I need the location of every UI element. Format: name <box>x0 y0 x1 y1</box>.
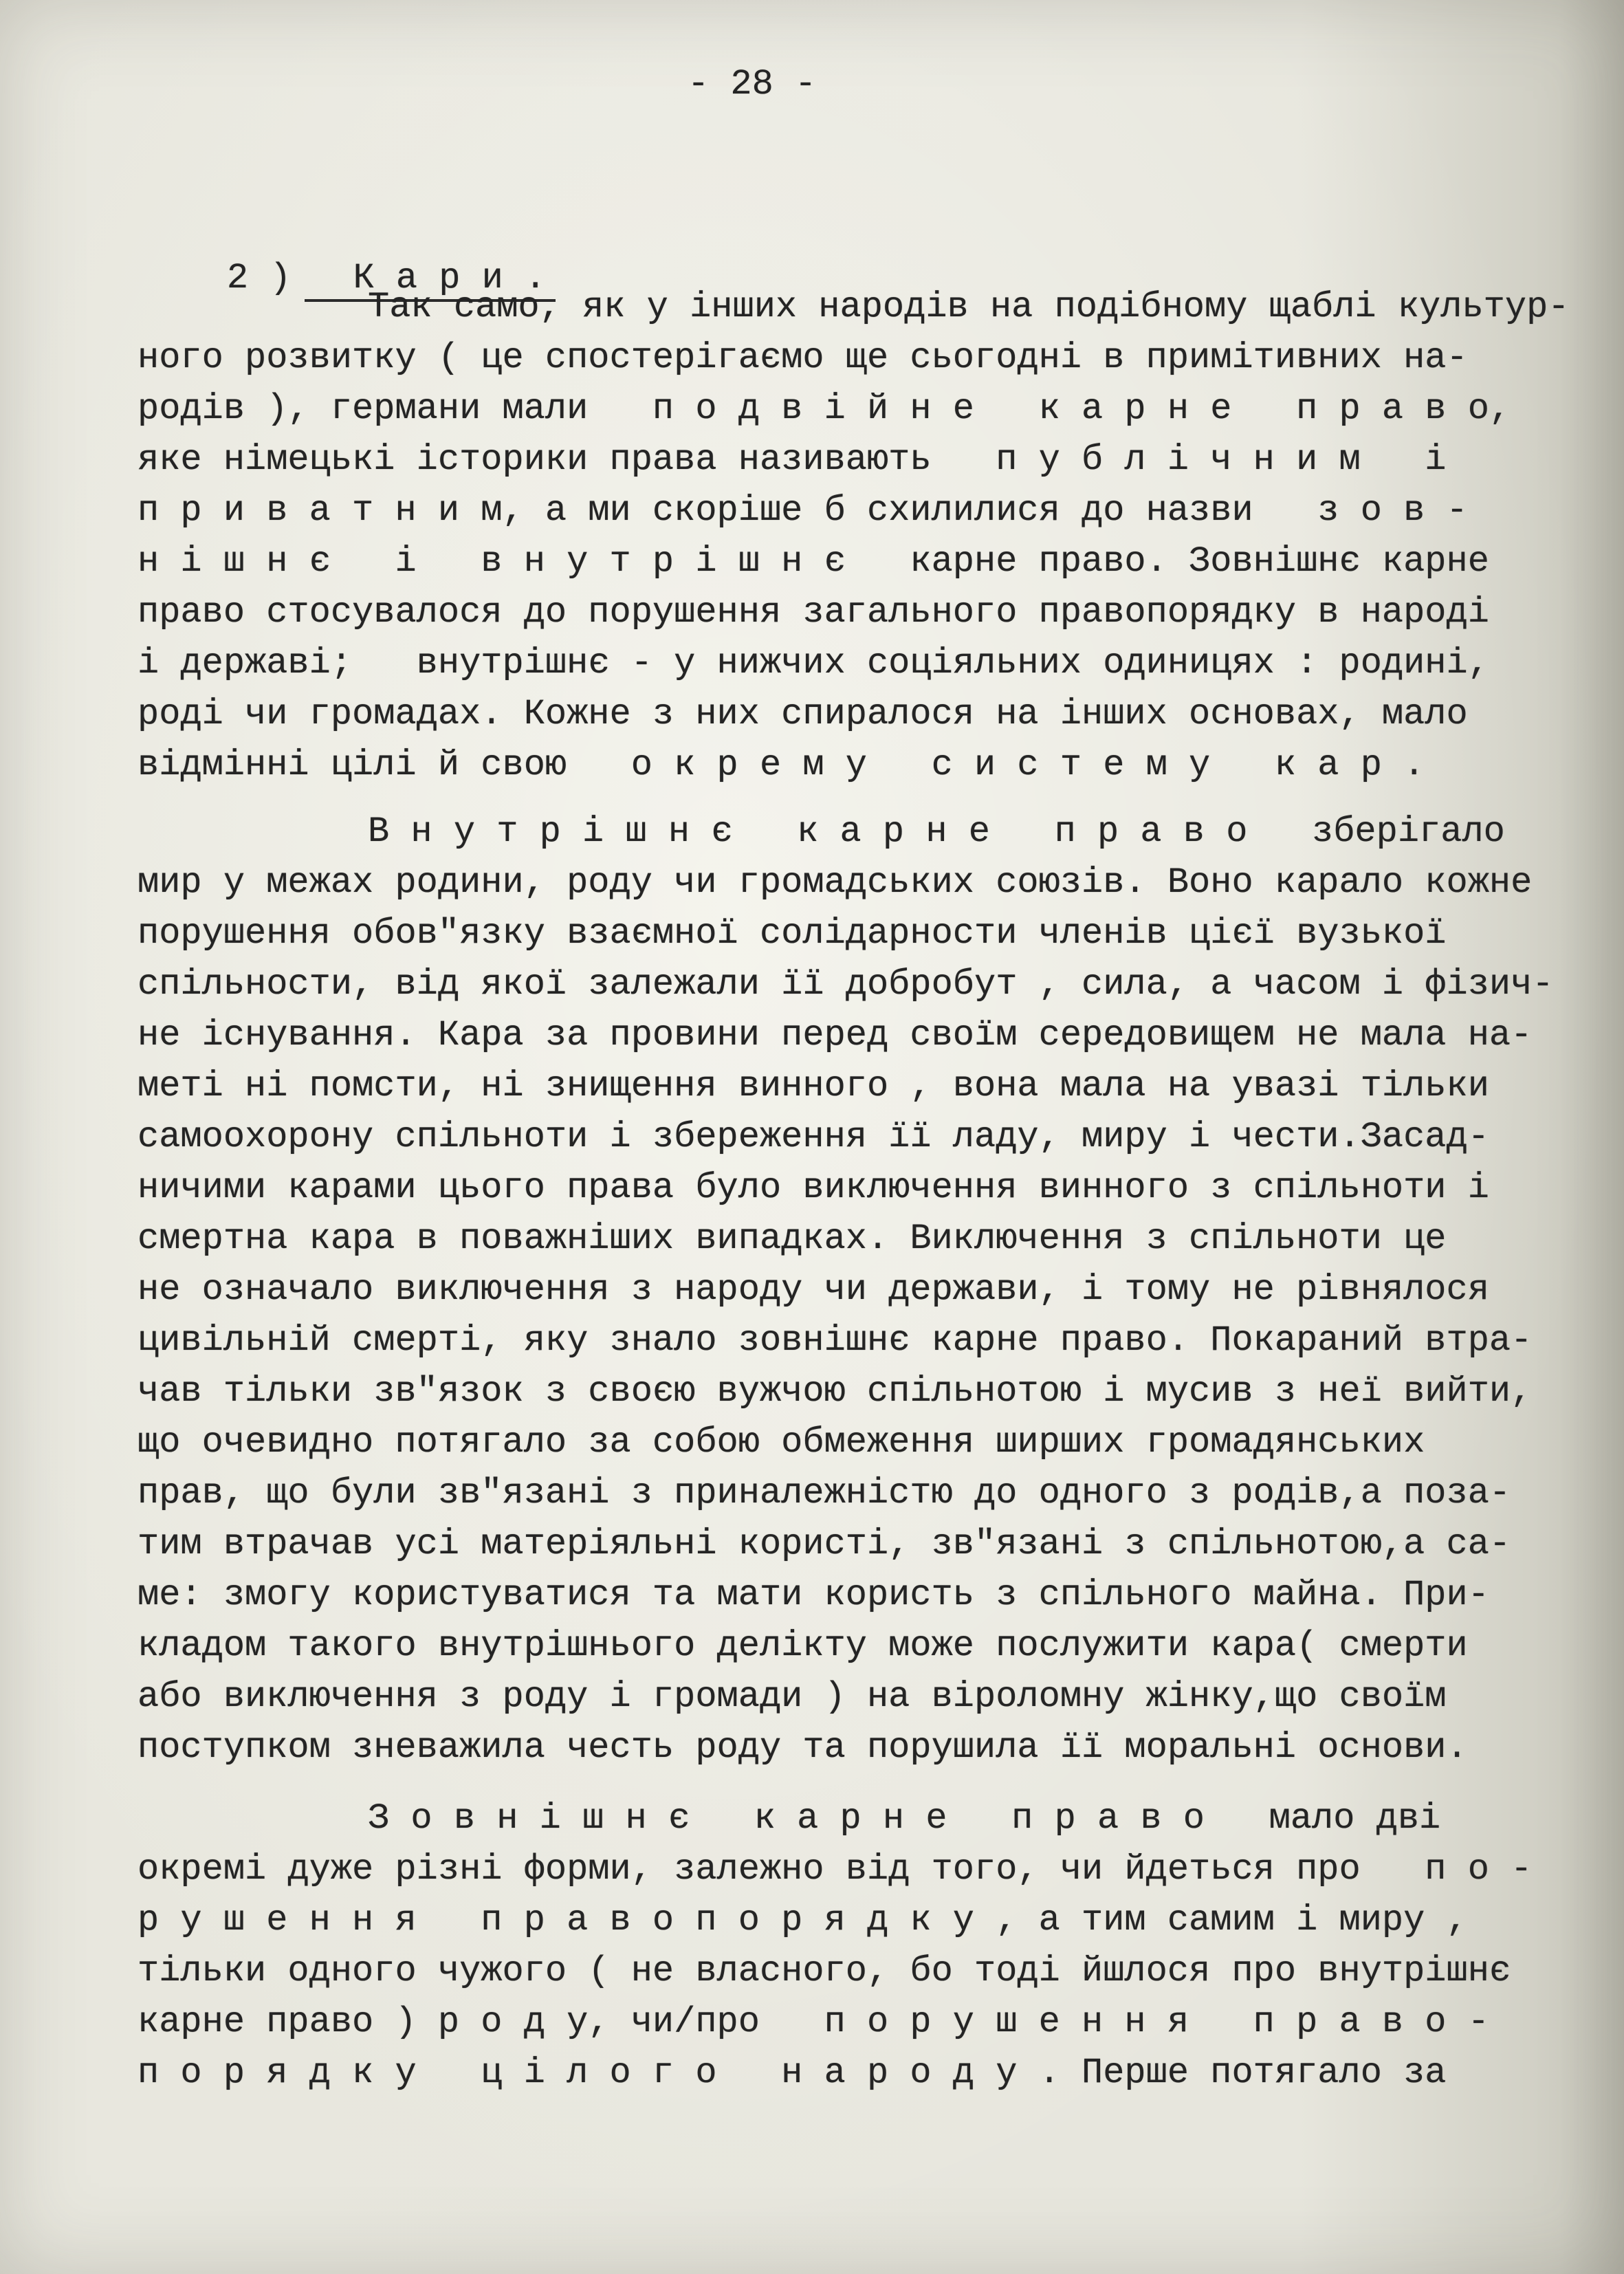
text-line: прав, що були зв"язані з приналежністю до одного з родів,а поза- <box>138 1473 1511 1513</box>
text-line: окремі дуже різні форми, залежно від того, чи йдеться про п о - <box>138 1849 1533 1890</box>
text-line: родів ), германи мали п о д в і й н е к а р н е п р а в о, <box>138 389 1511 429</box>
text-line: н і ш н є і в н у т р і ш н є карне право. Зовнішнє карне <box>138 541 1489 582</box>
text-line: не означало виключення з народу чи держави, і тому не рівнялося <box>138 1269 1489 1310</box>
section-number: 2 ) <box>226 258 292 298</box>
text-line: меті ні помсти, ні знищення винного , вона мала на увазі тільки <box>138 1066 1489 1106</box>
text-line: р у ш е н н я п р а в о п о р я д к у , а тим самим і миру , <box>138 1900 1468 1940</box>
text-line: порушення обов"язку взаємної солідарности членів цієї вузької <box>138 913 1447 954</box>
text-line: ничими карами цього права було виключення винного з спільноти і <box>138 1168 1489 1208</box>
text-line: і державі; внутрішнє - у нижчих соціяльних одиницях : родині, <box>138 643 1489 684</box>
paragraph-3 <box>138 1793 1595 2099</box>
text-line: що очевидно потягало за собою обмеження ширших громадянських <box>138 1422 1425 1463</box>
text-line: карне право ) р о д у, чи/про п о р у ш е н н я п р а в о - <box>138 2002 1489 2042</box>
text-line: мир у межах родини, роду чи громадських союзів. Воно карало кожне <box>138 862 1533 903</box>
text-line: роді чи громадах. Кожне з них спиралося на інших основах, мало <box>138 694 1468 734</box>
paragraph-2 <box>138 807 1595 1773</box>
section-title: К а р и . <box>305 258 556 302</box>
text-line: право стосувалося до порушення загального правопорядку в народі <box>138 592 1489 633</box>
text-line: не існування. Кара за провини перед своїм середовищем не мала на- <box>138 1015 1533 1056</box>
text-line: п о р я д к у ц і л о г о н а р о д у . Перше потягало за <box>138 2053 1447 2093</box>
text-line: Так само, як у інших народів на подібному щаблі культур- <box>368 287 1570 327</box>
text-line: цивільній смерті, яку знало зовнішнє карне право. Покараний втра- <box>138 1320 1533 1361</box>
text-line: чав тільки зв"язок з своєю вужчою спільнотою і мусив з неї вийти, <box>138 1371 1533 1412</box>
text-line: самоохорону спільноти і збереження її ладу, миру і чести.Засад- <box>138 1117 1489 1157</box>
text-line: спільности, від якої залежали її добробут , сила, а часом і фізич- <box>138 964 1554 1005</box>
text-line: п р и в а т н и м, а ми скоріше б схилилися до назви з о в - <box>138 490 1468 531</box>
paragraph-1 <box>138 282 1595 791</box>
page-number: - 28 - <box>688 64 817 105</box>
text-line: тим втрачав усі матеріяльні користі, зв"язані з спільнотою,а са- <box>138 1524 1511 1564</box>
text-line: або виключення з роду і громади ) на віроломну жінку,що своїм <box>138 1676 1447 1717</box>
text-line: З о в н і ш н є к а р н е п р а в о мало дві <box>368 1798 1441 1839</box>
text-line: кладом такого внутрішнього делікту може послужити кара( смерти <box>138 1626 1468 1666</box>
text-line: смертна кара в поважніших випадках. Виключення з спільноти це <box>138 1218 1447 1259</box>
text-line: тільки одного чужого ( не власного, бо тоді йшлося про внутрішнє <box>138 1951 1511 1991</box>
text-line: поступком зневажила честь роду та порушила її моральні основи. <box>138 1727 1468 1768</box>
text-line: яке німецькі історики права називають п у б л і ч н и м і <box>138 439 1447 480</box>
text-line: В н у т р і ш н є к а р н е п р а в о зберігало <box>368 811 1505 852</box>
text-line: відмінні цілі й свою о к р е м у с и с т е м у к а р . <box>138 745 1425 785</box>
text-line: ного розвитку ( це спостерігаємо ще сьогодні в примітивних на- <box>138 338 1468 378</box>
text-line: ме: змогу користуватися та мати користь з спільного майна. При- <box>138 1575 1489 1615</box>
